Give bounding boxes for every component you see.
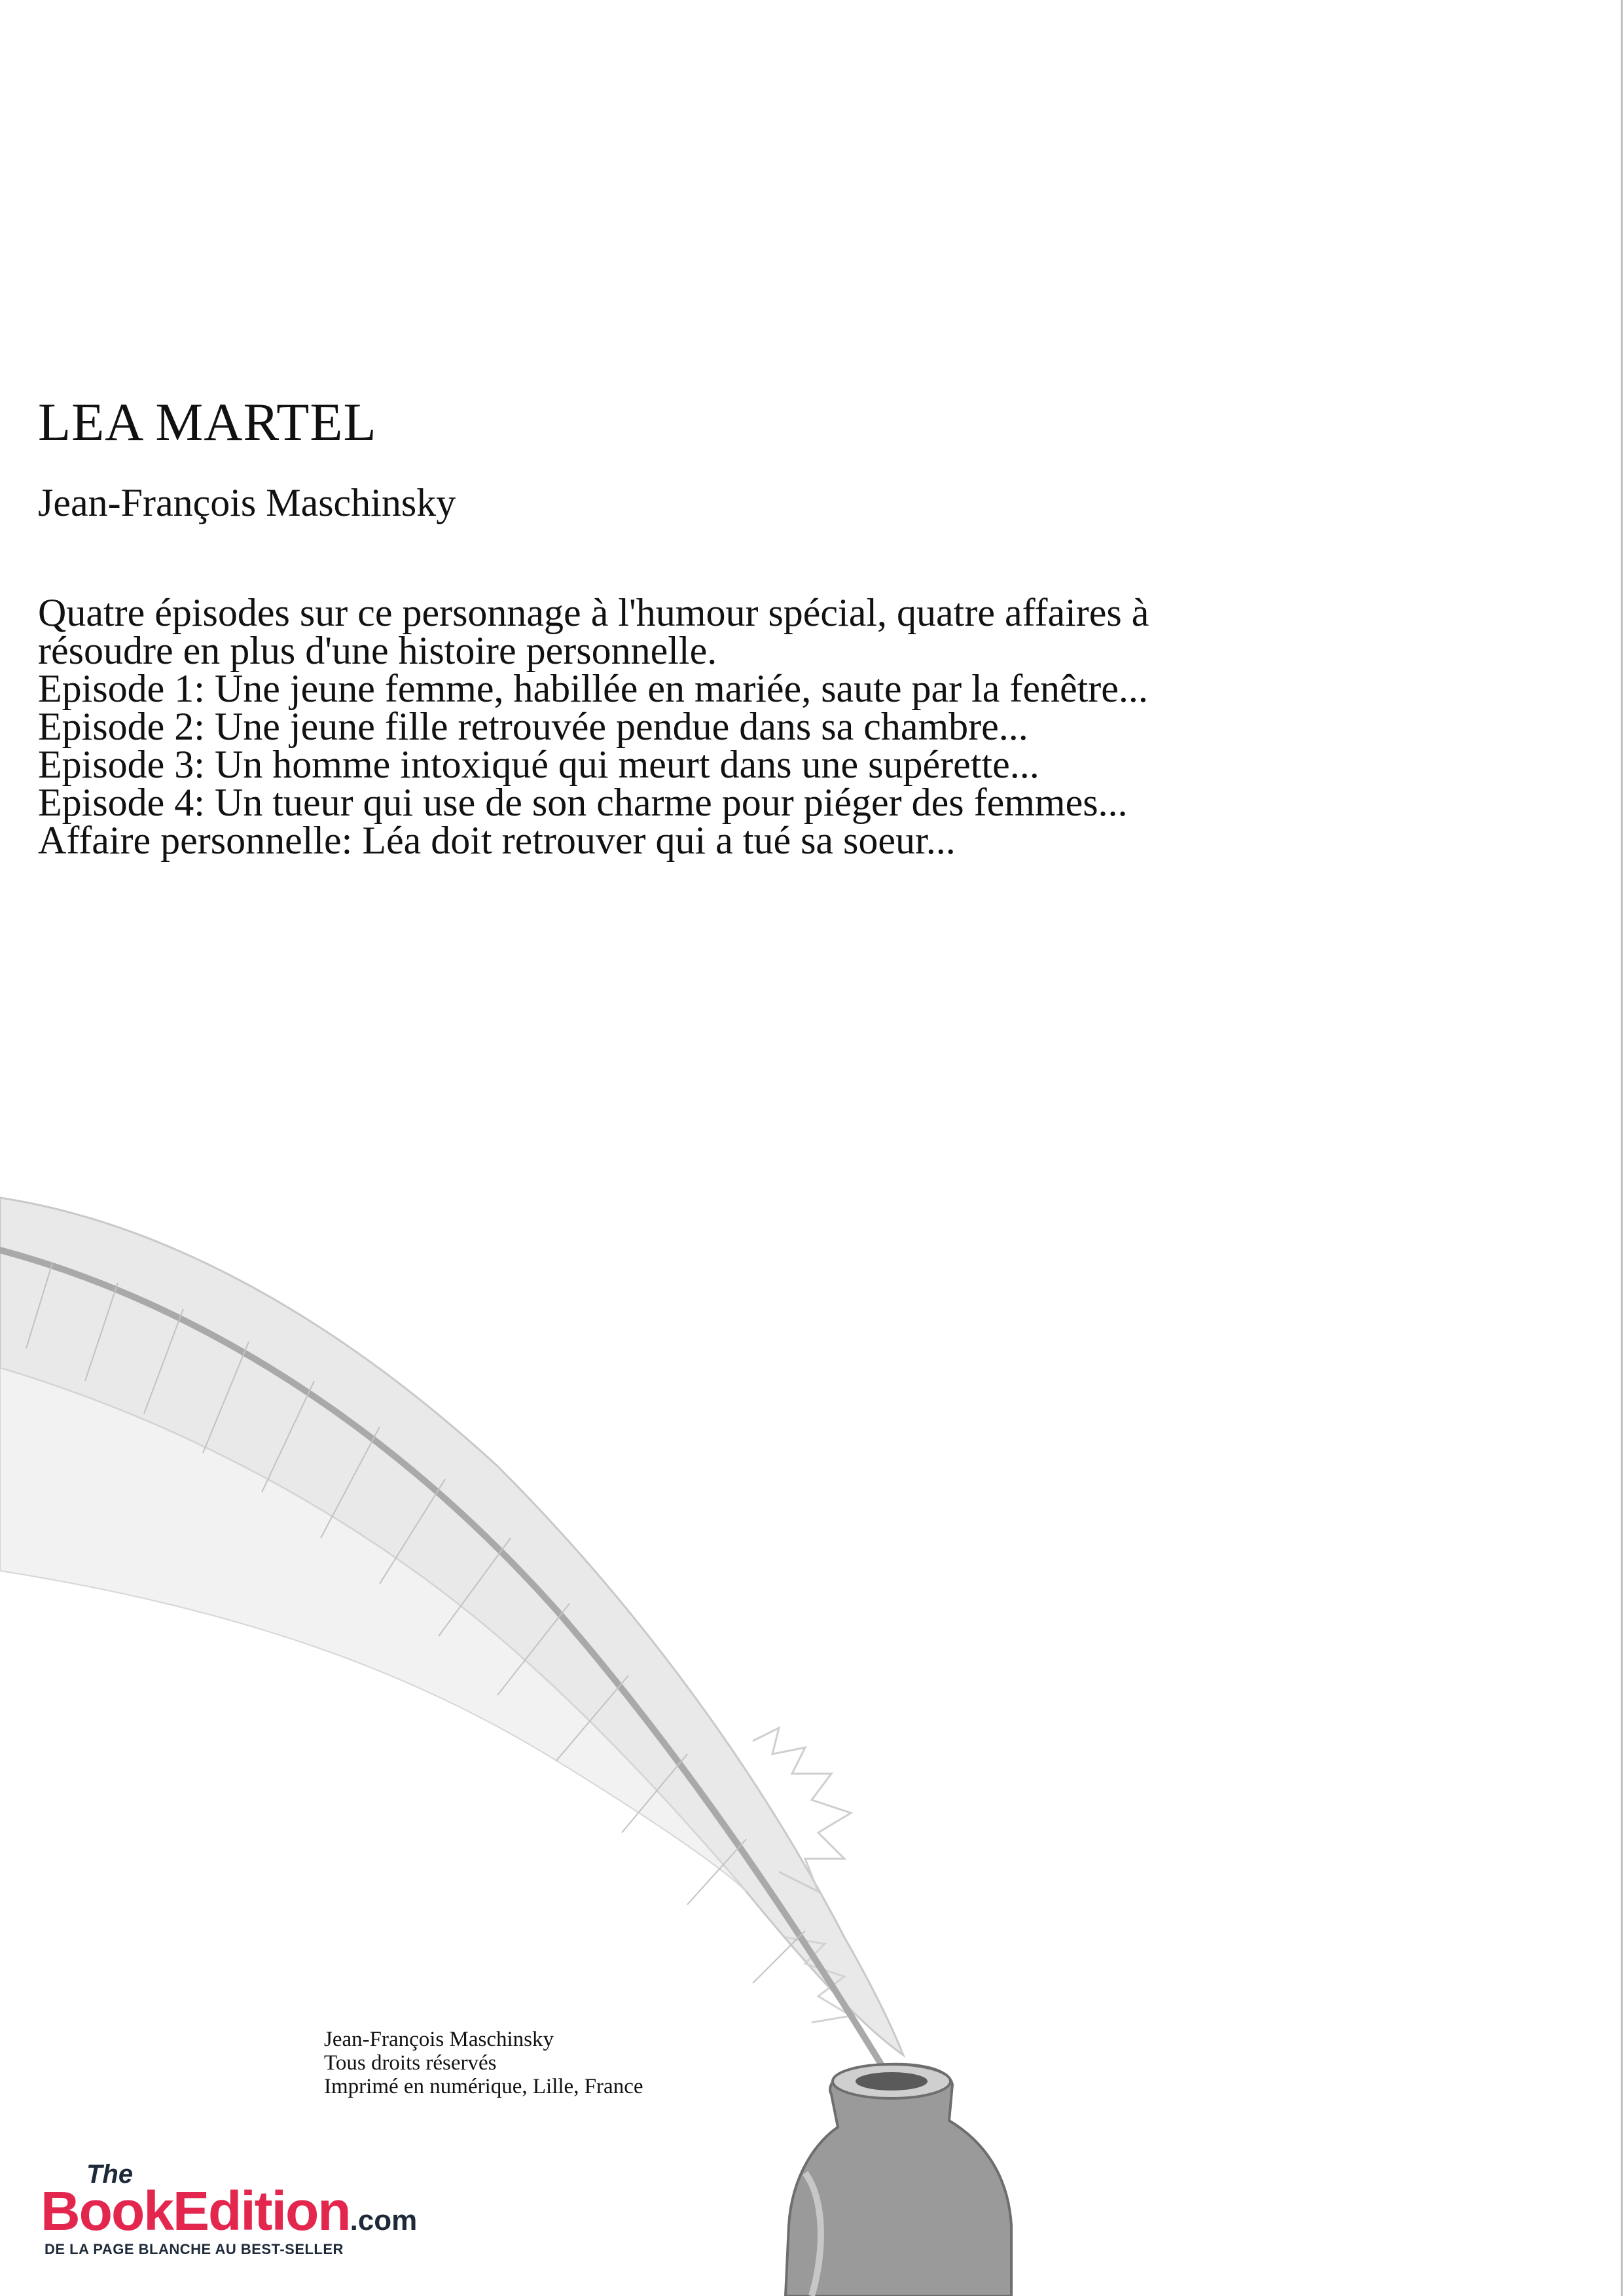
blurb-paragraph: Episode 3: Un homme intoxiqué qui meurt dans une supérette... [38, 743, 1039, 786]
quill-and-inkwell-illustration [0, 1152, 1021, 2296]
copyright-credits [324, 2028, 643, 2098]
credit-line: Imprimé en numérique, Lille, France [324, 2075, 643, 2098]
page-edge-divider [1621, 0, 1623, 2296]
book-author: Jean-François Maschinsky [38, 481, 456, 524]
logo-tagline: DE LA PAGE BLANCHE AU BEST-SELLER [45, 2241, 344, 2257]
blurb-paragraph: Affaire personnelle: Léa doit retrouver qui a tué sa soeur... [38, 819, 956, 862]
blurb-paragraph: Episode 2: Une jeune fille retrouvée pendue dans sa chambre... [38, 705, 1028, 748]
logo-wordmark [41, 2179, 417, 2243]
book-title: LEA MARTEL [38, 392, 377, 452]
publisher-logo [41, 2160, 433, 2258]
back-cover-blurb [38, 591, 1255, 862]
logo-prefix: The [86, 2160, 134, 2189]
credit-line: Tous droits réservés [324, 2051, 497, 2075]
credit-line: Jean-François Maschinsky [324, 2028, 554, 2051]
logo-name: BookEdition [41, 2180, 350, 2242]
blurb-paragraph: Episode 1: Une jeune femme, habillée en mariée, saute par la fenêtre... [38, 667, 1148, 710]
logo-suffix: .com [350, 2204, 418, 2236]
blurb-paragraph: Quatre épisodes sur ce personnage à l'humour spécial, quatre affaires à résoudre en plus d'une histoire personnelle. [38, 591, 1149, 672]
blurb-paragraph: Episode 4: Un tueur qui use de son charme pour piéger des femmes... [38, 781, 1128, 824]
